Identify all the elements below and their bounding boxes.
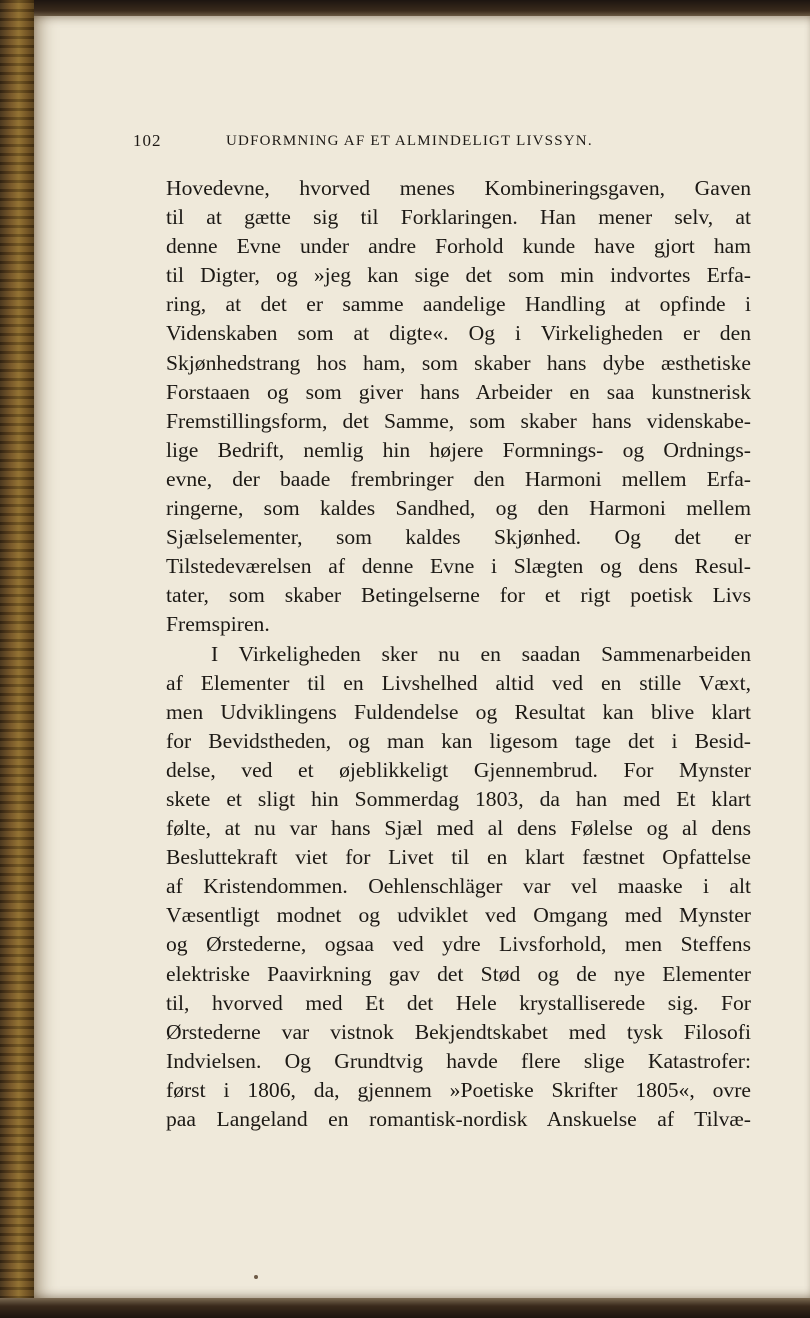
paragraph-start-line: I Virkeligheden sker nu en saadan Sammenarbeiden bbox=[211, 641, 751, 666]
text-line: elektriske Paavirkning gav det Stød og de nye Elementer bbox=[166, 961, 751, 986]
text-line: af Kristendommen. Oehlenschläger var vel maaske i alt bbox=[166, 874, 751, 899]
text-line: ringerne, som kaldes Sandhed, og den Harmoni mellem bbox=[166, 496, 751, 521]
text-line: og Ørstederne, ogsaa ved ydre Livsforhold, men Steffens bbox=[166, 932, 751, 957]
text-line: denne Evne under andre Forhold kunde have gjort ham bbox=[166, 234, 751, 259]
text-line: Fremstillingsform, det Samme, som skaber hans videnskabe- bbox=[166, 408, 751, 433]
text-line: til, hvorved med Et det Hele krystalliserede sig. For bbox=[166, 990, 751, 1015]
text-line: Videnskaben som at digte«. Og i Virkeligheden er den bbox=[166, 321, 751, 346]
text-line: tater, som skaber Betingelserne for et rigt poetisk Livs bbox=[166, 583, 751, 608]
text-line: paa Langeland en romantisk-nordisk Anskuelse af Tilvæ- bbox=[166, 1107, 751, 1131]
page-number: 102 bbox=[133, 131, 162, 150]
text-line: Hovedevne, hvorved menes Kombineringsgaven, Gaven bbox=[166, 176, 751, 200]
text-line: evne, der baade frembringer den Harmoni mellem Erfa- bbox=[166, 466, 751, 491]
body-text bbox=[166, 174, 751, 1134]
text-line: først i 1806, da, gjennem »Poetiske Skrifter 1805«, ovre bbox=[166, 1077, 751, 1102]
text-line: Ørstederne var vistnok Bekjendtskabet med tysk Filosofi bbox=[166, 1019, 751, 1044]
text-line: ring, at det er samme aandelige Handling at opfinde i bbox=[166, 292, 751, 317]
text-line: Sjælselementer, som kaldes Skjønhed. Og det er bbox=[166, 525, 751, 550]
text-line: til Digter, og »jeg kan sige det som min indvortes Erfa- bbox=[166, 263, 751, 288]
text-line: Indvielsen. Og Grundtvig havde flere slige Katastrofer: bbox=[166, 1048, 751, 1073]
text-line: lige Bedrift, nemlig hin højere Formnings- og Ordnings- bbox=[166, 437, 751, 462]
text-line: Tilstedeværelsen af denne Evne i Slægten og dens Resul- bbox=[166, 554, 751, 579]
running-head bbox=[133, 131, 673, 157]
binding-texture bbox=[0, 0, 34, 1318]
text-line: men Udviklingens Fuldendelse og Resultat kan blive klart bbox=[166, 699, 751, 724]
paper-blemish bbox=[254, 1275, 258, 1279]
running-title: UDFORMNING AF ET ALMINDELIGT LIVSSYN. bbox=[226, 133, 593, 149]
text-line: følte, at nu var hans Sjæl med al dens Følelse og al dens bbox=[166, 816, 751, 841]
paragraph-end-line: Fremspiren. bbox=[166, 612, 270, 637]
text-line: af Elementer til en Livshelhed altid ved en stille Væxt, bbox=[166, 670, 751, 695]
text-line: Besluttekraft viet for Livet til en klart fæstnet Opfattelse bbox=[166, 845, 751, 870]
text-line: Forstaaen og som giver hans Arbeider en saa kunstnerisk bbox=[166, 379, 751, 404]
text-line: til at gætte sig til Forklaringen. Han mener selv, at bbox=[166, 205, 751, 230]
text-line: skete et sligt hin Sommerdag 1803, da han med Et klart bbox=[166, 786, 751, 811]
text-line: for Bevidstheden, og man kan ligesom tage det i Besid- bbox=[166, 728, 751, 753]
page-bottom-edge bbox=[0, 1298, 810, 1318]
text-line: Væsentligt modnet og udviklet ved Omgang med Mynster bbox=[166, 903, 751, 928]
text-line: delse, ved et øjeblikkeligt Gjennembrud. For Mynster bbox=[166, 757, 751, 782]
text-line: Skjønhedstrang hos ham, som skaber hans dybe æsthetiske bbox=[166, 350, 751, 375]
